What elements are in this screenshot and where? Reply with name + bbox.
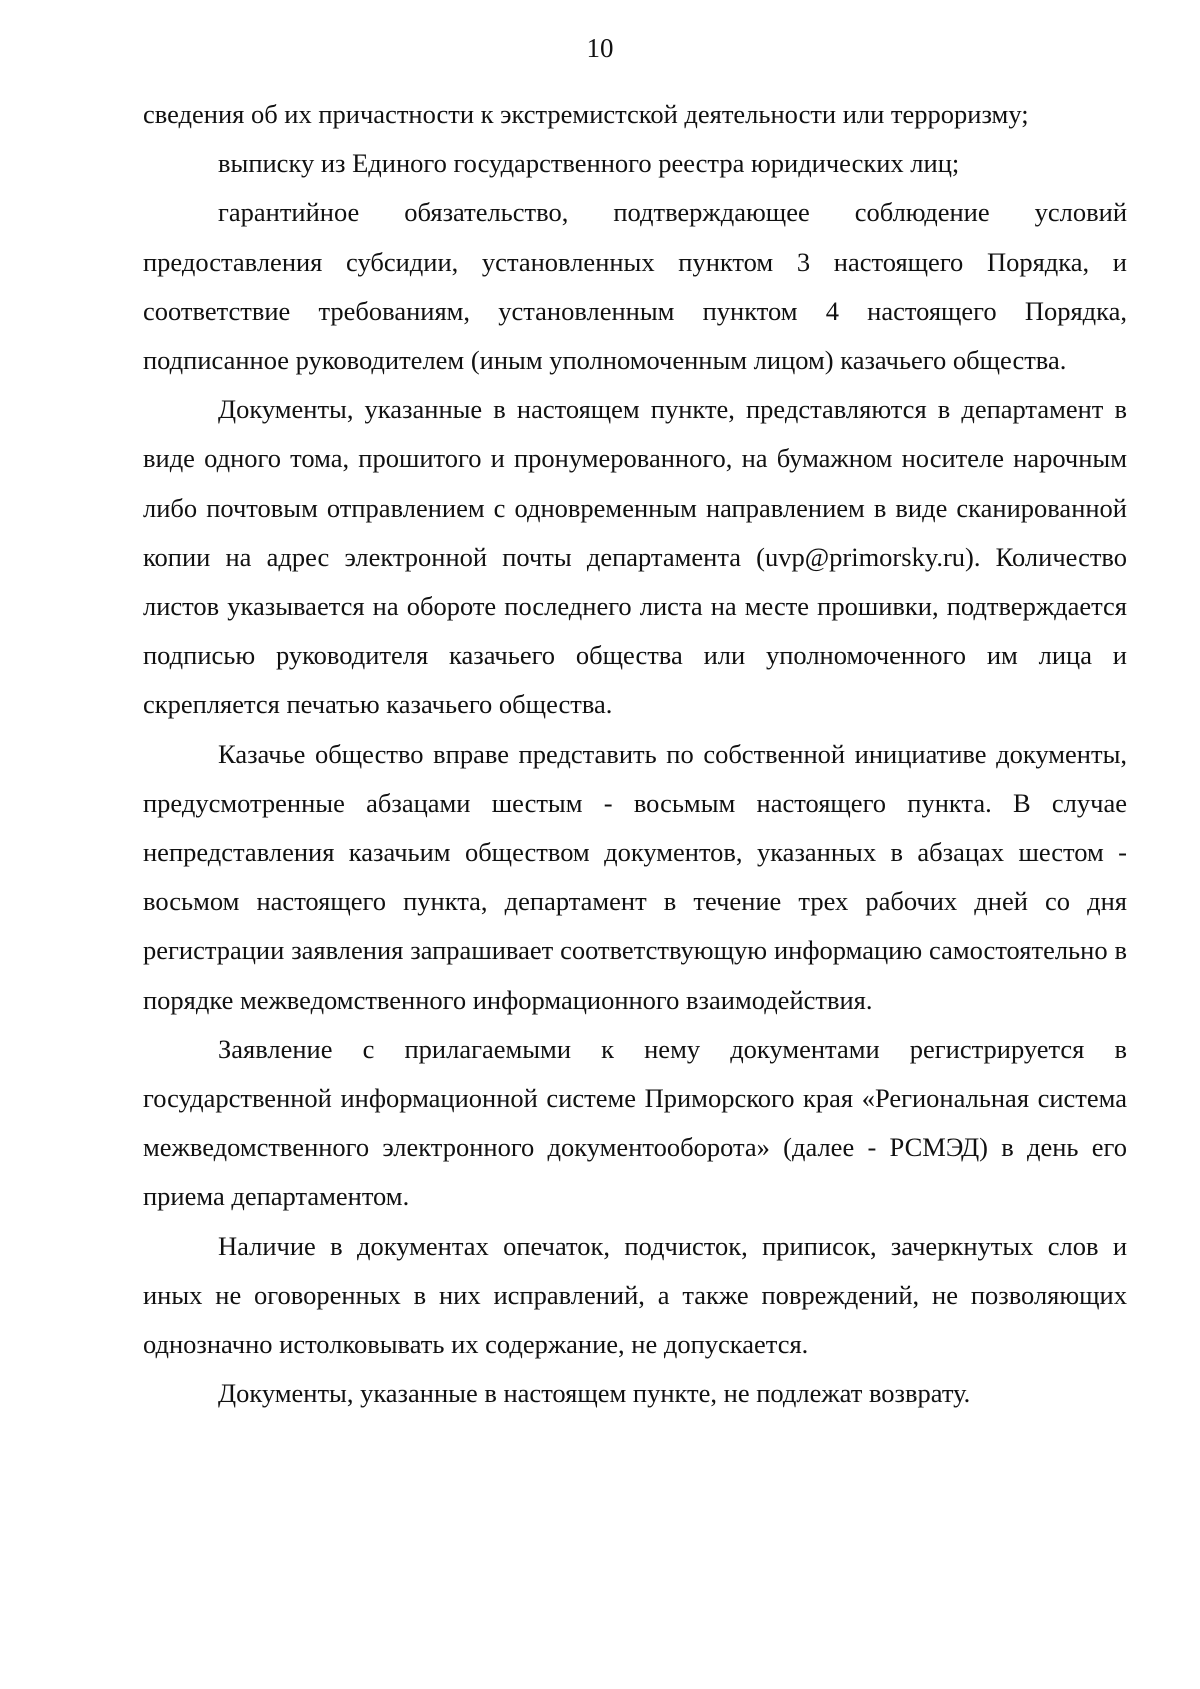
paragraph-3: гарантийное обязательство, подтверждающее соблюдение условий предоставления субсидии, установленных пунктом 3 настоящего Порядка, и соответствие требованиям, установленным пунктом 4 настоящего Порядка, подписанное руководителем (иным уполномоченным лицом) казачьего общества. xyxy=(143,197,1127,376)
paragraph-2: выписку из Единого государственного реестра юридических лиц; xyxy=(218,148,960,179)
paragraph-1: сведения об их причастности к экстремистской деятельности или терроризму; xyxy=(143,99,1029,129)
body-text xyxy=(143,90,1127,1418)
page-number: 10 xyxy=(586,33,614,63)
paragraph-7: Наличие в документах опечаток, подчисток, приписок, зачеркнутых слов и иных не оговоренных в них исправлений, а также повреждений, не позволяющих однозначно истолковывать их содержание, не допускается. xyxy=(143,1230,1127,1360)
paragraph-4: Документы, указанные в настоящем пункте, представляются в департамент в виде одного тома, прошитого и пронумерованного, на бумажном носителе нарочным либо почтовым отправлением с одновременным направлением в виде сканированной копии на адрес электронной почты департамента (uvp@primorsky.ru). Количество листов указывается на обороте последнего листа на месте прошивки, подтверждается подписью руководителя казачьего общества или уполномоченного им лица и скрепляется печатью казачьего общества. xyxy=(143,394,1127,720)
paragraph-5: Казачье общество вправе представить по собственной инициативе документы, предусмотренные абзацами шестым - восьмым настоящего пункта. В случае непредставления казачьим обществом документов, указанных в абзацах шестом - восьмом настоящего пункта, департамент в течение трех рабочих дней со дня регистрации заявления запрашивает соответствующую информацию самостоятельно в порядке межведомственного информационного взаимодействия. xyxy=(143,738,1127,1015)
paragraph-8: Документы, указанные в настоящем пункте, не подлежат возврату. xyxy=(218,1378,971,1409)
paragraph-6: Заявление с прилагаемыми к нему документами регистрируется в государственной информационной системе Приморского края «Региональная система межведомственного электронного документооборота» (далее - РСМЭД) в день его приема департаментом. xyxy=(143,1033,1127,1212)
